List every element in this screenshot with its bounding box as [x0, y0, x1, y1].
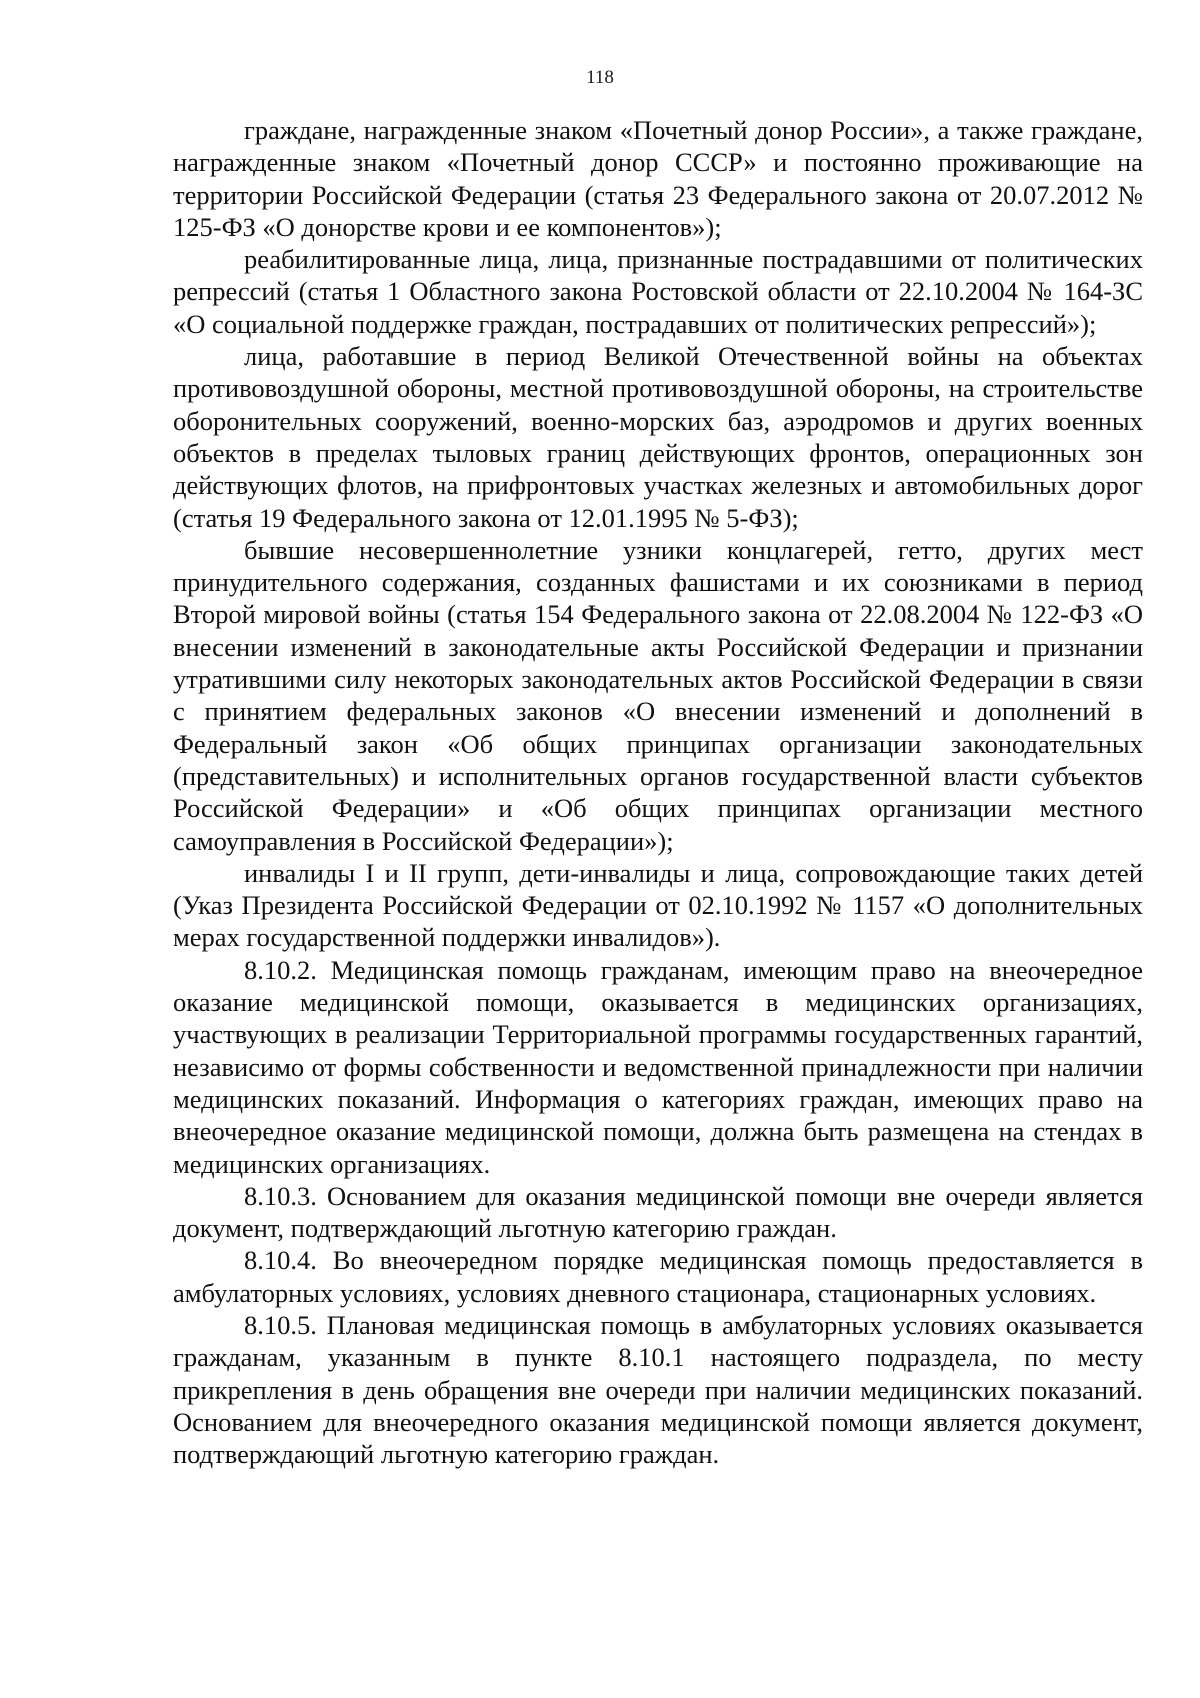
paragraph-disabled-persons: инвалиды I и II групп, дети-инвалиды и лица, сопровождающие таких детей (Указ Президента Российской Федерации от 02.10.1992 № 1157 «О дополнительных мерах государственной поддержки инвалидов»).: [173, 857, 1143, 953]
page-number: 118: [586, 67, 614, 88]
paragraph-honorary-donors: граждане, награжденные знаком «Почетный донор России», а также граждане, награжденные знаком «Почетный донор СССР» и постоянно проживающие на территории Российской Федерации (статья 23 Федерального закона от 20.07.2012 № 125-ФЗ «О донорстве крови и ее компонентов»);: [173, 115, 1143, 242]
paragraph-8-10-3: 8.10.3. Основанием для оказания медицинской помощи вне очереди является документ, подтверждающий льготную категорию граждан.: [173, 1180, 1143, 1244]
paragraph-former-prisoners: бывшие несовершеннолетние узники концлагерей, гетто, других мест принудительного содержания, созданных фашистами и их союзниками в период Второй мировой войны (статья 154 Федерального закона от 22.08.2004 № 122-ФЗ «О внесении изменений в законодательные акты Российской Федерации и признании утратившими силу некоторых законодательных актов Российской Федерации в связи с принятием федеральных законов «О внесении изменений и дополнений в Федеральный закон «Об общих принципах организации законодательных (представительных) и исполнительных органов государственной власти субъектов Российской Федерации» и «Об общих принципах организации местного самоуправления в Российской Федерации»);: [173, 534, 1143, 856]
paragraph-8-10-4: 8.10.4. Во внеочередном порядке медицинская помощь предоставляется в амбулаторных условиях, условиях дневного стационара, стационарных условиях.: [173, 1245, 1143, 1308]
paragraph-8-10-5: 8.10.5. Плановая медицинская помощь в амбулаторных условиях оказывается гражданам, указанным в пункте 8.10.1 настоящего подраздела, по месту прикрепления в день обращения вне очереди при наличии медицинских показаний. Основанием для внеочередного оказания медицинской помощи является документ, подтверждающий льготную категорию граждан.: [173, 1309, 1143, 1470]
paragraph-rehabilitated-persons: реабилитированные лица, лица, признанные пострадавшими от политических репрессий (статья 1 Областного закона Ростовской области от 22.10.2004 № 164-ЗС «О социальной поддержке граждан, пострадавших от политических репрессий»);: [173, 244, 1143, 339]
document-body: [173, 114, 1143, 1470]
paragraph-8-10-2: 8.10.2. Медицинская помощь гражданам, имеющим право на внеочередное оказание медицинской помощи, оказывается в медицинских организациях, участвующих в реализации Территориальной программы государственных гарантий, независимо от формы собственности и ведомственной принадлежности при наличии медицинских показаний. Информация о категориях граждан, имеющих право на внеочередное оказание медицинской помощи, должна быть размещена на стендах в медицинских организациях.: [173, 954, 1143, 1179]
paragraph-wartime-workers: лица, работавшие в период Великой Отечественной войны на объектах противовоздушной обороны, местной противовоздушной обороны, на строительстве оборонительных сооружений, военно-морских баз, аэродромов и других военных объектов в пределах тыловых границ действующих фронтов, операционных зон действующих флотов, на прифронтовых участках железных и автомобильных дорог (статья 19 Федерального закона от 12.01.1995 № 5-ФЗ);: [173, 341, 1143, 533]
